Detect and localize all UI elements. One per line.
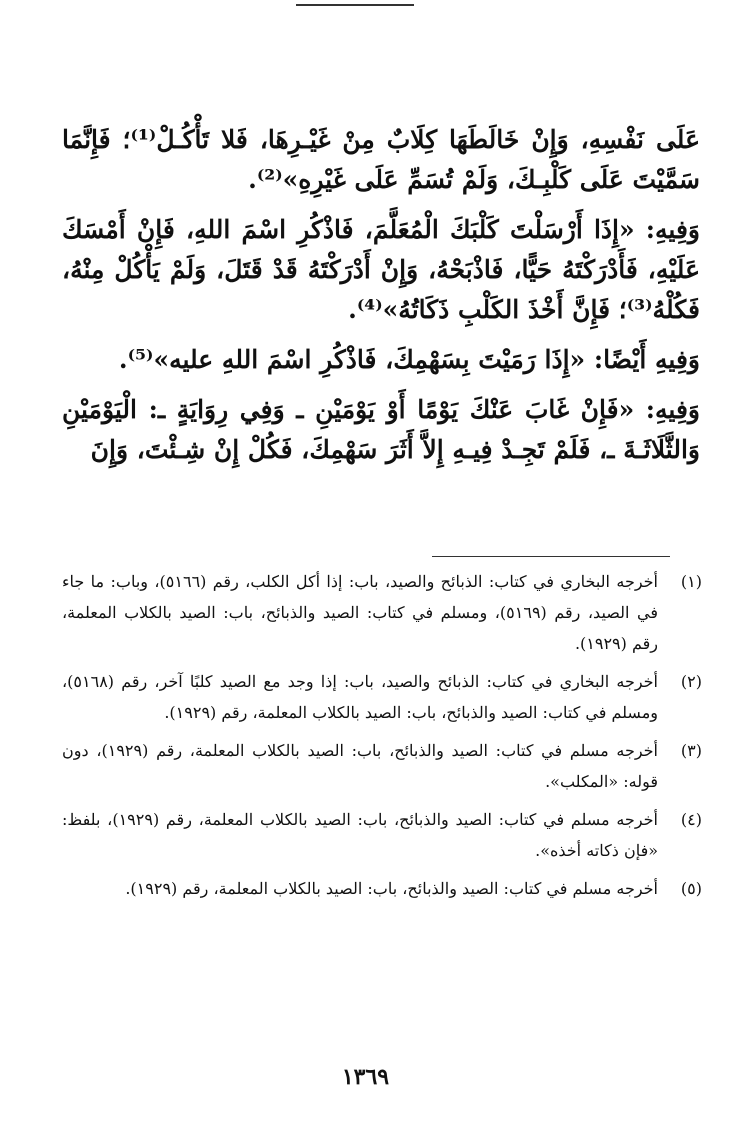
header-rule xyxy=(296,4,414,6)
footnote-text: أخرجه مسلم في كتاب: الصيد والذبائح، باب: الصيد بالكلاب المعلمة، رقم (١٩٢٩). xyxy=(125,879,658,898)
page-number: ١٣٦٩ xyxy=(341,1064,390,1090)
footnote-number: (٤) xyxy=(680,810,702,829)
paragraph: وَفِيهِ: «فَإِنْ غَابَ عَنْكَ يَوْمًا أَوْ يَوْمَيْنِ ـ وَفِي رِوَايَةٍ ـ: الْيَوْمَيْنِ وَالثَّلَاثَـةَ ـ، فَلَمْ تَجِـدْ فِيـهِ إِلاَّ أَثَرَ سَهْمِكَ، فَكُلْ إِنْ شِـئْتَ، وَإِنَ xyxy=(62,395,700,464)
paragraph: عَلَى نَفْسِهِ، وَإِنْ خَالَطَهَا كِلَابٌ مِنْ غَيْـرِهَا، فَلا تَأْكُـلْ⁽¹⁾؛ فَإِنَّمَا سَمَّيْتَ عَلَى كَلْبِـكَ، وَلَمْ تُسَمِّ عَلَى غَيْرِهِ»⁽²⁾. xyxy=(62,125,700,194)
footnote xyxy=(62,804,702,866)
paragraph: وَفِيهِ أَيْضًا: «إِذَا رَمَيْتَ بِسَهْمِكَ، فَاذْكُرِ اسْمَ اللهِ عليه»⁽⁵⁾. xyxy=(118,345,700,374)
footnotes xyxy=(62,566,702,911)
footnote xyxy=(62,735,702,797)
footnote-text: أخرجه البخاري في كتاب: الذبائح والصيد، باب: إذا أكل الكلب، رقم (٥١٦٦)، وباب: ما جاء في الصيد، رقم (٥١٦٩)، ومسلم في كتاب: الصيد والذبائح، باب: الصيد بالكلاب المعلمة، رقم (١٩٢٩). xyxy=(62,572,658,653)
footnote-number: (٢) xyxy=(680,672,702,691)
footnote-number: (٥) xyxy=(680,879,702,898)
footnote-text: أخرجه مسلم في كتاب: الصيد والذبائح، باب: الصيد بالكلاب المعلمة، رقم (١٩٢٩)، بلفظ: «فإن ذكاته أخذه». xyxy=(62,810,658,860)
footnote-text: أخرجه البخاري في كتاب: الذبائح والصيد، باب: إذا وجد مع الصيد كلبًا آخر، رقم (٥١٦٨)، ومسلم في كتاب: الصيد والذبائح، باب: الصيد بالكلاب المعلمة، رقم (١٩٢٩). xyxy=(62,672,658,722)
paragraph: وَفِيهِ: «إِذَا أَرْسَلْتَ كَلْبَكَ الْمُعَلَّمَ، فَاذْكُرِ اسْمَ اللهِ، فَإِنْ أَمْسَكَ عَلَيْهِ، فَأَدْرَكْتَهُ حَيًّا، فَاذْبَحْهُ، وَإِنْ أَدْرَكْتَهُ قَدْ قَتَلَ، وَلَمْ يَأْكُلْ مِنْهُ، فَكُلْهُ⁽³⁾؛ فَإِنَّ أَخْذَ الكَلْبِ ذَكَاتُهُ»⁽⁴⁾. xyxy=(62,215,700,324)
footnote-number: (١) xyxy=(680,572,702,591)
footnote-text: أخرجه مسلم في كتاب: الصيد والذبائح، باب: الصيد بالكلاب المعلمة، رقم (١٩٢٩)، دون قوله: «المكلب». xyxy=(62,741,659,791)
footnote xyxy=(62,873,702,904)
footnote xyxy=(62,566,702,659)
main-text xyxy=(62,120,700,480)
footnote xyxy=(62,666,702,728)
footnote-number: (٣) xyxy=(680,741,702,760)
footnote-separator xyxy=(432,556,670,557)
